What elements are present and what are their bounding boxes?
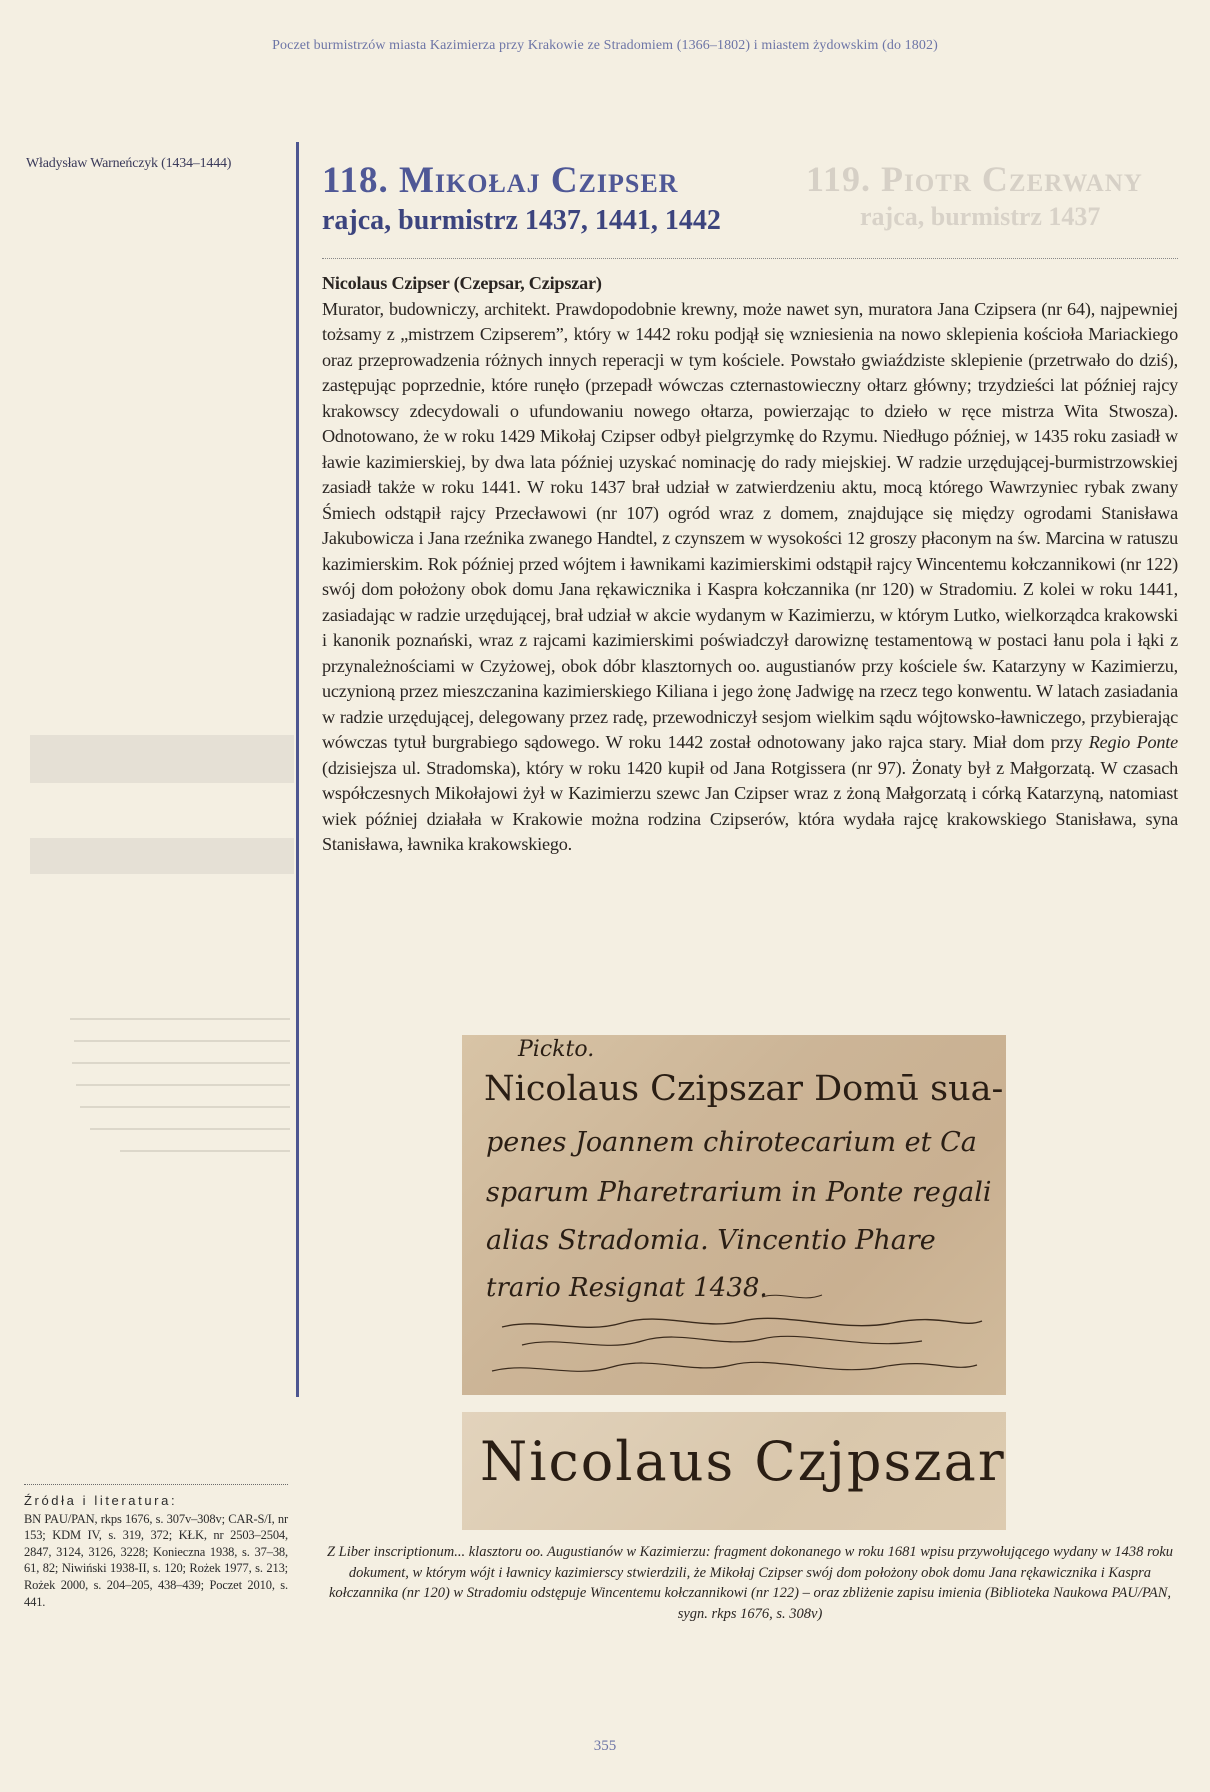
- entry-body: Murator, budowniczy, architekt. Prawdopodobnie krewny, może nawet syn, muratora Jana Czipsera (nr 64), najpewniej tożsamy z „mistrzem Czipserem”, który w 1442 roku podjął się wzniesienia na nowo sklepienia kościoła Mariackiego oraz przeprowadzenia różnych innych reperacji w tym kościele. Powstało gwiaździste sklepienie (przetrwało do dziś), zastępując poprzednie, które runęło (przepadł wówczas czternastowieczny ołtarz główny; trzydzieści lat później rajcy krakowscy zdecydowali o ufundowaniu nowego ołtarza, powierzając to dzieło w ręce mistrza Wita Stwosza). Odnotowano, że w roku 1429 Mikołaj Czipser odbył pielgrzymkę do Rzymu. Niedługo później, w 1435 roku zasiadł w ławie kazimierskiej, by dwa lata później uzyskać nominację do rady miejskiej. W radzie urzędującej-burmistrzowskiej zasiadł także w roku 1441. W roku 1437 brał udział w zatwierdzeniu aktu, mocą którego Wawrzyniec rybak zwany Śmiech odstąpił rajcy Przecławowi (nr 107) ogród wraz z domem, znajdujące się między ogrodami Stanisława Jakubowicza i Jana rzeźnika zwanego Handtel, z czynszem w wysokości 12 groszy płaconym na św. Marcina w ratuszu kazimierskim. Rok później przed wójtem i ławnikami kazimierskimi odstąpił rajcy Wincentemu kołczannikowi (nr 122) swój dom położony obok domu Jana rękawicznika i Kaspra kołczannika (nr 120) w Stradomiu. Z kolei w roku 1441, zasiadając w radzie urzędującej, brał udział w akcie wydanym w Kazimierzu, w którym Lutko, wielkorządca krakowski i kanonik poznański, wraz z rajcami kazimierskimi poświadczył darowiznę testamentową w postaci łanu pola i łąki z przynależnościami w Czyżowej, obok dóbr klasztornych oo. augustianów przy kościele św. Katarzyny w Kazimierzu, uczynioną przez mieszczanina kazimierskiego Kiliana i jego żonę Jadwigę na rzecz tego konwentu. W latach zasiadania w radzie urzędującej, delegowany przez radę, przewodniczył sesjom wielkim sądu wójtowsko-ławniczego, przybierając wówczas tytuł burgrabiego sądowego. W roku 1442 został odnotowany jako rajca stary. Miał dom przy: [322, 298, 1178, 752]
- manuscript-line: trario Resignat 1438.: [486, 1273, 768, 1303]
- entry-title: 118. Mikołaj Czipser: [322, 160, 679, 201]
- bleed-through-block: [30, 735, 294, 783]
- bleed-through-line: [72, 1062, 290, 1064]
- manuscript-line: sparum Pharetrarium in Ponte regali: [486, 1177, 992, 1208]
- left-vertical-rule: [296, 142, 299, 1397]
- manuscript-line: penes Joannem chirotecarium et Ca: [486, 1127, 977, 1158]
- bleed-through-line: [76, 1084, 290, 1086]
- page-number: 355: [593, 1738, 617, 1754]
- bleed-through-line: [80, 1106, 290, 1108]
- bleed-through-title: 119. Piotr Czerwany: [806, 159, 1143, 199]
- heading-rule: [322, 258, 1178, 259]
- manuscript-line: Nicolaus Czipszar Domū sua-: [484, 1069, 1004, 1109]
- entry-latin-name: Nicolaus Czipser (Czepsar, Czipszar): [322, 273, 602, 293]
- bleed-through-line: [120, 1150, 290, 1152]
- bleed-through-line: [90, 1128, 290, 1130]
- left-reign-label: Władysław Warneńczyk (1434–1444): [26, 156, 232, 171]
- manuscript-line: Pickto.: [518, 1037, 595, 1062]
- sources-title: Źródła i literatura:: [24, 1493, 178, 1508]
- entry-body-end: (dzisiejsza ul. Stradomska), który w roku 1420 kupił od Jana Rotgissera (nr 97). Żonaty był z Małgorzatą. W czasach współczesnych Mikołajowi żył w Kazimierzu szewc Jan Czipser wraz z żoną Małgorzatą i córką Katarzyną, natomiast wiek później działała w Krakowie można rodzina Czipserów, która wydała rajcę krakowskiego Stanisława, syna Stanisława, ławnika krakowskiego.: [322, 757, 1178, 854]
- running-header: Poczet burmistrzów miasta Kazimierza przy Krakowie ze Stradomiem (1366–1802) i miastem żydowskim (do 1802): [272, 38, 938, 53]
- bleed-through-block: [30, 838, 294, 874]
- bleed-through-line: [70, 1018, 290, 1020]
- entry-subtitle: rajca, burmistrz 1437, 1441, 1442: [322, 205, 721, 236]
- entry-heading: [322, 160, 792, 238]
- entry-text: [322, 271, 1178, 858]
- manuscript-closeup-text: Nicolaus Czjpszar: [480, 1430, 1006, 1493]
- sources-section: [24, 1484, 288, 1610]
- bleed-through-line: [74, 1040, 290, 1042]
- manuscript-line: alias Stradomia. Vincentio Phare: [486, 1225, 936, 1256]
- left-column: [0, 0, 300, 1792]
- sources-body: BN PAU/PAN, rkps 1676, s. 307v–308v; CAR-S/I, nr 153; KDM IV, s. 319, 372; KŁK, nr 2503–2504, 2847, 3124, 3126, 3228; Konieczna 1938, s. 37–38, 61, 82; Niwiński 1938-II, s. 120; Rożek 1977, s. 213; Rożek 2000, s. 204–205, 438–439; Poczet 2010, s. 441.: [24, 1511, 288, 1609]
- bleed-through-subtitle: rajca, burmistrz 1437: [860, 202, 1101, 231]
- manuscript-scribbles: [462, 1035, 1006, 1395]
- manuscript-closeup: [462, 1412, 1006, 1530]
- manuscript-image: [462, 1035, 1006, 1395]
- entry-body-italic: Regio Ponte: [1088, 732, 1178, 752]
- figure-caption: Z Liber inscriptionum... klasztoru oo. Augustianów w Kazimierzu: fragment dokonanego w roku 1681 wpisu przywołującego wydany w 1438 roku dokument, w którym wójt i ławnicy kazimierscy stwierdzili, że Mikołaj Czipser swój dom położony obok domu Jana rękawicznika i Kaspra kołczannika (nr 120) w Stradomiu odstępuje Wincentemu kołczannikowi (nr 122) – oraz zbliżenie zapisu imienia (Biblioteka Naukowa PAU/PAN, sygn. rkps 1676, s. 308v): [326, 1544, 1174, 1622]
